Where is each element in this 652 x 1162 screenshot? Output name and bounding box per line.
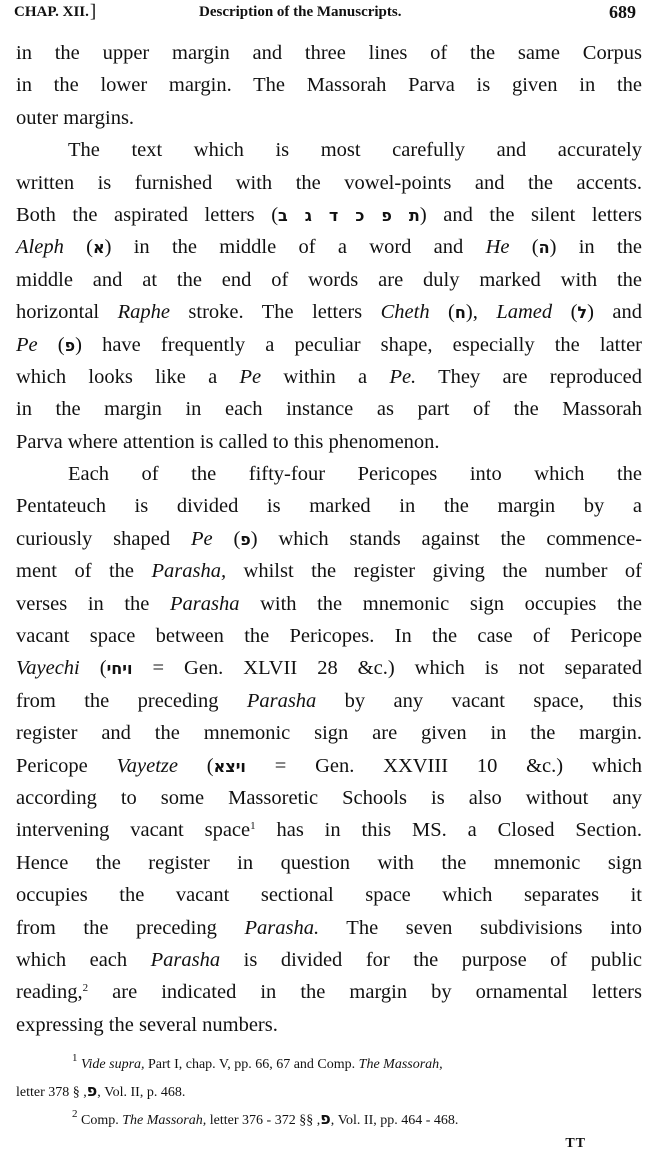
text-line: written is furnished with the vowel-points and the accents. <box>16 171 642 194</box>
text-line: register and the mnemonic sign are given in the margin. <box>16 722 642 745</box>
text-line: outer margins. <box>16 106 135 129</box>
text-line: which each Parasha is divided for the purpose of public <box>16 948 642 971</box>
text-line: in the upper margin and three lines of the same Corpus <box>16 42 642 64</box>
footnote-1: $^1$ Vide supra, Part I, chap. V, pp. 66, 67 and Comp. The Massorah, <box>72 1052 443 1072</box>
text-line: from the preceding Parasha. The seven subdivisions into <box>16 916 642 939</box>
text-line: Each of the fifty-four Pericopes into which the <box>68 463 642 486</box>
hebrew-letter: פ <box>320 1109 331 1128</box>
chapter-label <box>14 1 97 22</box>
hebrew-letter: ל <box>577 303 588 323</box>
main-text <box>16 37 642 1041</box>
hebrew-letter: פ <box>240 529 251 549</box>
text-line: Aleph (א) in the middle of a word and He (ה) in the <box>16 236 643 259</box>
text-line: The text which is most carefully and accurately <box>68 139 642 162</box>
footnote-ref: 2 <box>82 982 89 995</box>
text-line: verses in the Parasha with the mnemonic sign occupies the <box>16 592 642 615</box>
page-number: 689 <box>609 2 636 22</box>
hebrew-letter: פ <box>86 1081 98 1100</box>
text-line: Hence the register in question with the mnemonic sign <box>16 851 642 874</box>
hebrew-word: ויצא <box>213 756 246 776</box>
text-line: middle and at the end of words are duly marked with the <box>16 268 642 291</box>
text-line: Pentateuch is divided is marked in the margin by a <box>16 495 642 518</box>
chapter-bracket: ] <box>89 1 97 22</box>
text-line: which looks like a Pe within a Pe. They are reproduced <box>16 365 642 388</box>
text-line: Both the aspirated letters (ת פ כ ד ג ב) and the silent letters <box>16 203 643 226</box>
footnote-ref: 1 <box>250 820 256 833</box>
text-line: expressing the several numbers. <box>16 1013 278 1036</box>
text-line: curiously shaped Pe (פ) which stands against the commence- <box>16 527 642 550</box>
hebrew-letters: ת פ כ ד ג ב <box>278 205 420 225</box>
hebrew-letter: ח <box>454 303 466 323</box>
text-line: horizontal Raphe stroke. The letters Cheth (ח), Lamed (ל) and <box>16 301 642 324</box>
running-header <box>14 1 638 30</box>
text-line: reading,$^2$ are indicated in the margin by ornamental letters <box>16 981 642 1004</box>
chapter-text: CHAP. XII. <box>14 4 89 20</box>
text-line: in the lower margin. The Massorah Parva is given in the <box>16 74 642 97</box>
text-line: according to some Massoretic Schools is also without any <box>16 786 642 809</box>
text-line: intervening vacant space$^1$ has in this MS. a Closed Section. <box>16 819 642 842</box>
text-line: in the margin in each instance as part of the Massorah <box>16 398 642 421</box>
hebrew-letter: א <box>92 238 105 258</box>
text-line: from the preceding Parasha by any vacant space, this <box>16 689 642 712</box>
hebrew-word: ויחי <box>106 659 133 679</box>
hebrew-letter: ה <box>538 238 550 258</box>
text-line: vacant space between the Pericopes. In the case of Pericope <box>16 625 642 648</box>
text-line: ment of the Parasha, whilst the register giving the number of <box>16 560 642 583</box>
footnote-2: $^2$ Comp. The Massorah, letter פ, §§ 372 - 376, Vol. II, pp. 464 - 468. <box>72 1108 459 1128</box>
text-line: Parva where attention is called to this phenomenon. <box>16 430 440 453</box>
printer-signature: TT <box>565 1136 586 1151</box>
running-title: Description of the Manuscripts. <box>199 4 402 20</box>
footnote-1-cont: letter פ, § 378, Vol. II, p. 468. <box>16 1081 186 1100</box>
text-line: Pe (פ) have frequently a peculiar shape, especially the latter <box>16 333 642 356</box>
text-line: Vayechi (ויחי = Gen. XLVII 28 &c.) which is not separated <box>16 657 643 680</box>
text-line: occupies the vacant sectional space which separates it <box>16 884 642 907</box>
footnotes <box>16 1052 642 1134</box>
text-line: Pericope Vayetze (ויצא = Gen. XXVIII 10 &c.) which <box>16 754 642 777</box>
hebrew-letter: פ <box>64 335 76 355</box>
